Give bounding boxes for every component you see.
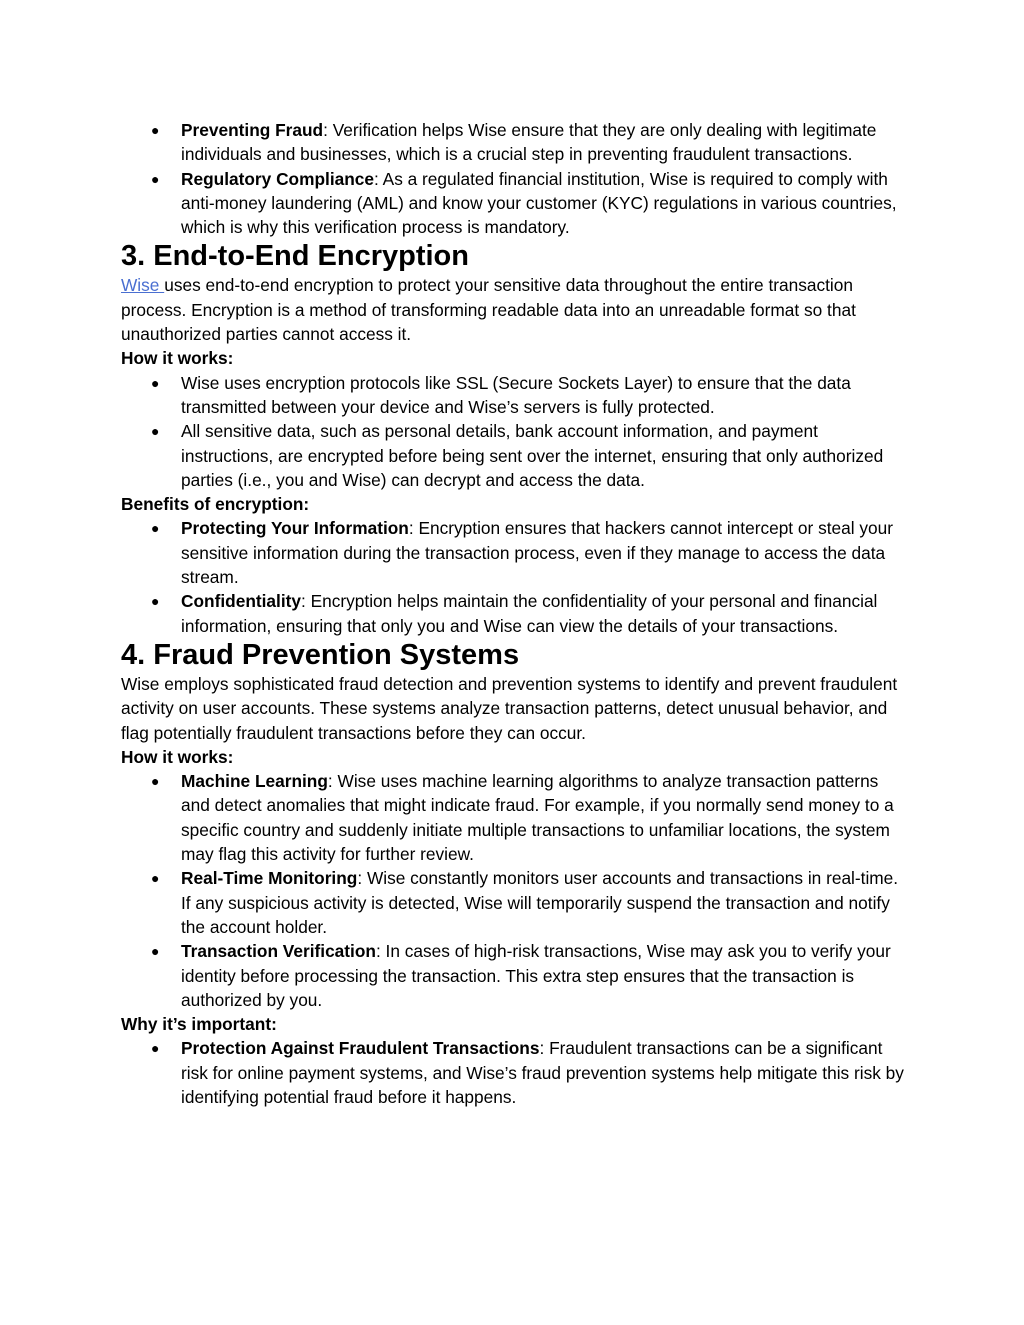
bullet-icon: ● — [151, 773, 160, 790]
bullet-icon: ● — [151, 374, 160, 391]
list-item-term: Confidentiality — [181, 591, 302, 612]
how-it-works-label: How it works: — [121, 348, 234, 369]
list-item — [151, 1036, 911, 1109]
section-heading-fraud-prevention: 4. Fraud Prevention Systems — [121, 638, 520, 671]
list-item-term: Preventing Fraud — [181, 120, 324, 140]
list-item-text: : Wise uses machine learning algorithms to analyze transaction patterns and detect anomalies that might indicate fraud. For example, if you normally send money to a specific country and suddenly initiate multiple transactions to unfamiliar locations, the system may flag this activity for further review. — [181, 771, 894, 865]
list-item — [151, 769, 911, 866]
list-item-text: : In cases of high-risk transactions, Wise may ask you to verify your identity before processing the transaction. This extra step ensures that the transaction is authorized by you. — [181, 941, 891, 1010]
list-item-term: Protection Against Fraudulent Transactions — [181, 1038, 540, 1059]
why-important-label: Why it’s important: — [121, 1014, 277, 1035]
encryption-how-list — [121, 371, 911, 492]
benefits-label: Benefits of encryption: — [121, 494, 310, 515]
list-item-term: Protecting Your Information — [181, 518, 409, 539]
bullet-icon: ● — [151, 423, 160, 440]
list-item-term: Regulatory Compliance — [181, 168, 375, 189]
encryption-benefits-list — [121, 516, 911, 637]
verification-reasons-list — [121, 118, 911, 239]
fraud-how-list — [121, 769, 911, 1012]
list-item-text: : Encryption ensures that hackers cannot intercept or steal your sensitive information during the transaction process, even if they manage to access the data stream. — [181, 518, 894, 588]
bullet-icon: ● — [151, 122, 160, 138]
bullet-icon: ● — [151, 943, 160, 960]
bullet-icon: ● — [151, 170, 160, 187]
list-item-text: : Encryption helps maintain the confidentiality of your personal and financial information, ensuring that only you and Wise can view the details of your transactions. — [181, 591, 878, 636]
list-item — [151, 866, 911, 939]
wise-link[interactable]: Wise — [121, 275, 165, 296]
list-item-text: : Wise constantly monitors user accounts and transactions in real-time. If any suspicious activity is detected, Wise will temporarily suspend the transaction and notify the account holder. — [181, 868, 899, 937]
list-item-term: Machine Learning — [181, 771, 328, 792]
fraud-intro-paragraph: Wise employs sophisticated fraud detection and prevention systems to identify and prevent fraudulent activity on user accounts. These systems analyze transaction patterns, detect unusual behavior, and flag potentially fraudulent transactions before they can occur. — [121, 673, 898, 743]
list-item — [151, 939, 911, 1012]
how-it-works-label: How it works: — [121, 746, 234, 767]
list-item — [151, 589, 911, 638]
list-item-text: : Fraudulent transactions can be a significant risk for online payment systems, and Wise’s fraud prevention systems help mitigate this risk by identifying potential fraud before it happens. — [181, 1038, 904, 1107]
list-item — [151, 167, 911, 240]
fraud-why-list — [121, 1036, 911, 1109]
list-item — [151, 118, 911, 167]
bullet-icon: ● — [151, 520, 160, 537]
list-item-term: Transaction Verification — [181, 941, 376, 962]
list-item — [151, 516, 911, 589]
list-item — [151, 371, 911, 420]
document-content — [121, 118, 911, 1109]
list-item-text: All sensitive data, such as personal details, bank account information, and payment instructions, are encrypted before being sent over the internet, ensuring that only authorized parties (i.e., you and Wise) can decrypt and access the data. — [181, 421, 884, 490]
list-item-text: : Verification helps Wise ensure that they are only dealing with legitimate individuals and businesses, which is a crucial step in preventing fraudulent transactions. — [181, 120, 877, 165]
paragraph-text: uses end-to-end encryption to protect your sensitive data throughout the entire transaction process. Encryption is a method of transforming readable data into an unreadable format so that unauthorized parties cannot access it. — [121, 275, 856, 345]
list-item — [151, 419, 911, 492]
list-item-term: Real-Time Monitoring — [181, 868, 358, 889]
encryption-intro-paragraph — [121, 273, 911, 346]
bullet-icon: ● — [151, 870, 160, 887]
list-item-text: : As a regulated financial institution, Wise is required to comply with anti-money laundering (AML) and know your customer (KYC) regulations in various countries, which is why this verification process is mandatory. — [181, 168, 897, 238]
list-item-text: Wise uses encryption protocols like SSL (Secure Sockets Layer) to ensure that the data transmitted between your device and Wise’s servers is fully protected. — [181, 372, 851, 417]
bullet-icon: ● — [151, 1040, 160, 1057]
bullet-icon: ● — [151, 593, 160, 610]
section-heading-encryption: 3. End-to-End Encryption — [121, 240, 469, 273]
